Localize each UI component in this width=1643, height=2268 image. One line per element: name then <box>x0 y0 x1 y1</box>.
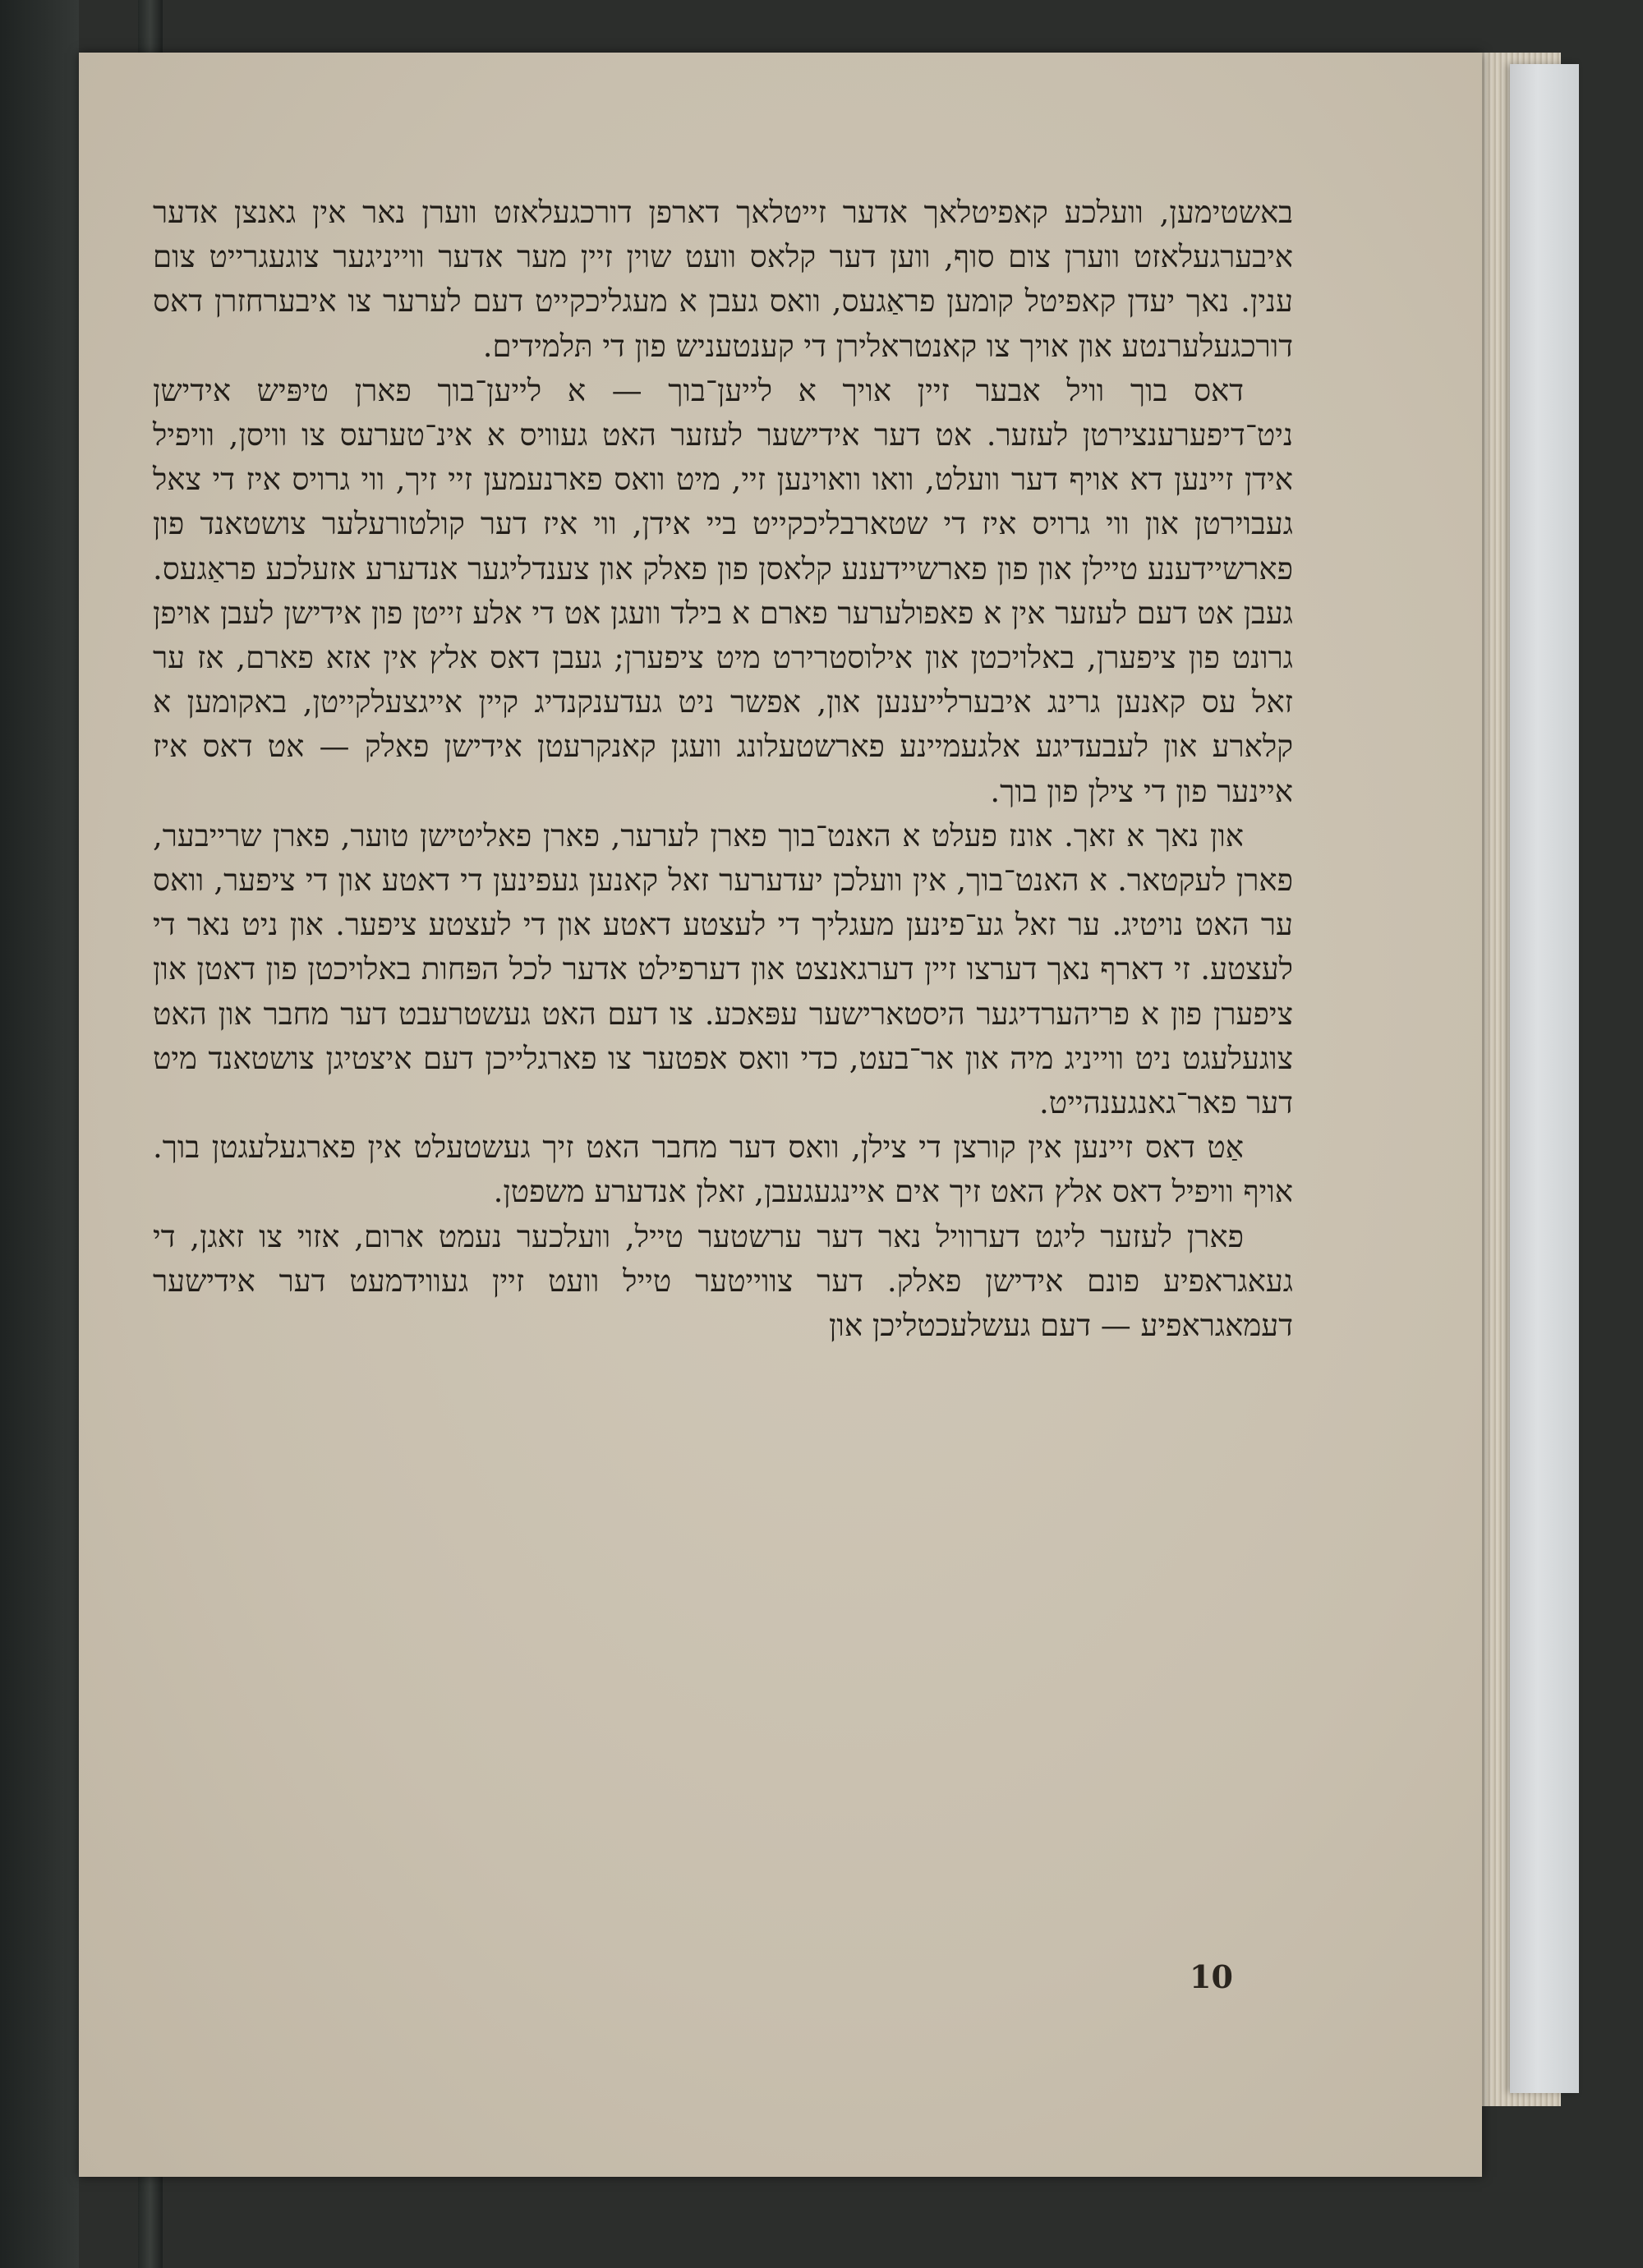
body-text <box>153 191 1293 1348</box>
dark-background-left <box>0 0 79 2268</box>
paragraph-4: אַט דאס זיינען אין קורצן די צילן, וואס דער מחבר האט זיך געשטעלט אין פארגעלעגטן בוך. אויף וויפיל דאס אלץ האט זיך אים איינגעגעבן, זאלן אנדערע משפטן. <box>153 1129 1293 1210</box>
back-cover-edge <box>1510 64 1579 2093</box>
paragraph-3: און נאך א זאך. אונז פעלט א האנט־בוך פארן לערער, פארן פאליטישן טוער, פארן שרייבער, פארן לעקטאר. א האנט־בוך, אין וועלכן יעדערער זאל קאנען געפינען די דאטע און די ציפער, וואס ער האט נויטיג. ער זאל גע־פינען מעגליך די לעצטע דאטע און די לעצטע ציפער. און ניט נאר די לעצטע. זי דארף נאך דערצו זיין דערגאנצט און דערפילט אדער לכל הפּחות באלויכטן פון דאטן און ציפערן פון א פריהערדיגער היסטארישער עפּאכע. צו דעם האט געשטרעבט דער מחבר און האט צוגעלעגט ניט ווייניג מיה און אר־בעט, כדי וואס אפטער צו פארגלייכן דעם איצטיגן צושטאנד מיט דער פאר־גאנגענהייט. <box>153 817 1293 1121</box>
paragraph-5: פארן לעזער ליגט דערוויל נאר דער ערשטער טייל, וועלכער נעמט ארום, אזוי צו זאגן, די געאגראפיע פונם אידישן פאלק. דער צווייטער טייל וועט זיין געווידמעט דער אידישער דעמאגראפיע — דעם געשלעכטליכן און <box>153 1218 1293 1344</box>
paragraph-1: באשטימען, וועלכע קאפיטלאך אדער זייטלאך דארפן דורכגעלאזט ווערן נאר אין גאנצן אדער איבערגעלאזט ווערן צום סוף, ווען דער קלאס וועט שוין זיין מער אדער ווייניגער צוגעגרייט צום ענין. נאך יעדן קאפיטל קומען פראַגעס, וואס געבן א מעגליכקייט דעם לערער צו איבערחזרן דאס דורכגעלערנטע און אויך צו קאנטראלירן די קענטעניש פון די תּלמידים. <box>153 195 1293 364</box>
paragraph-2: דאס בוך וויל אבער זיין אויך א לייען־בוך — א לייען־בוך פארן טיפּיש אידישן ניט־דיפערענצירטן לעזער. אט דער אידישער לעזער האט געוויס א אינ־טערעס צו וויסן, וויפיל אידן זיינען דא אויף דער וועלט, וואו וואוינען זיי, מיט וואס פארנעמען זיי זיך, ווי גרויס איז די צאל געבוירטן און ווי גרויס איז די שטארבליכקייט ביי אידן, ווי איז דער קולטורעלער צושטאנד פון פארשיידענע טיילן און פון פארשיידענע קלאסן פון פאלק און צענדליגער אנדערע אזעלכע פראַגעס. געבן אט דעם לעזער אין א פאפולערער פארם א בילד וועגן אט די אלע זייטן פון אידישן לעבן אויפן גרונט פון ציפערן, באלויכטן און אילוסטרירט מיט ציפערן; געבן דאס אלץ אין אזא פארם, אז ער זאל עס קאנען גרינג איבערלייענען און, אפשר ניט געדענקנדיג קיין אייגצעלקייטן, באקומען א קלארע און לעבעדיגע אלגעמיינע פארשטעלונג וועגן קאנקרעטן אידישן פאלק — אט דאס איז איינער פון די צילן פון בוך. <box>153 372 1294 809</box>
book-page <box>79 53 1482 2177</box>
page-number: 10 <box>1190 1958 1233 1995</box>
